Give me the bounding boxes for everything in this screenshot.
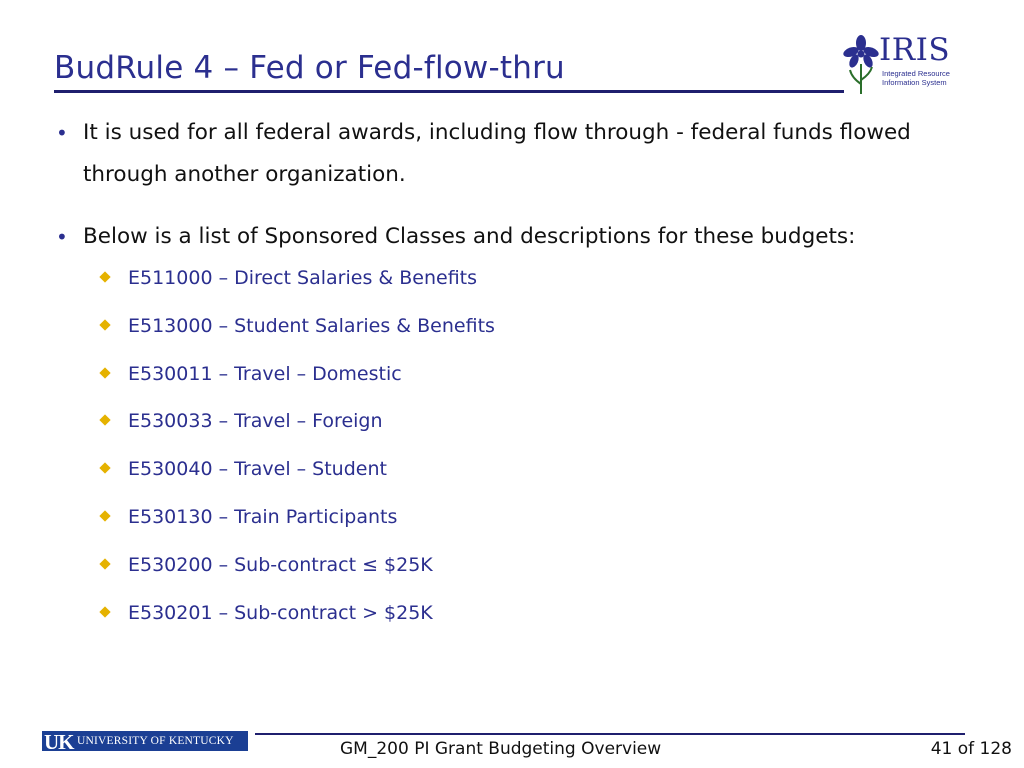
sponsored-class-list (54, 266, 954, 648)
diamond-bullet-icon (99, 415, 110, 426)
sponsored-class-text: E530011 – Travel – Domestic (128, 362, 402, 385)
iris-logo (843, 34, 955, 96)
sponsored-class-item (54, 266, 954, 314)
diamond-bullet-icon (99, 271, 110, 282)
sponsored-class-item (54, 457, 954, 505)
iris-flower-icon (843, 34, 879, 96)
page-number: 41 of 128 (930, 739, 1012, 759)
iris-wordmark: IRIS (879, 32, 951, 68)
footer-rule (255, 733, 965, 735)
iris-subtitle-line2: Information System (882, 78, 947, 87)
diamond-bullet-icon (99, 319, 110, 330)
diamond-bullet-icon (99, 463, 110, 474)
iris-subtitle (882, 69, 950, 87)
sponsored-class-text: E530200 – Sub-contract ≤ $25K (128, 553, 433, 576)
diamond-bullet-icon (99, 558, 110, 569)
sponsored-class-text: E513000 – Student Salaries & Benefits (128, 314, 495, 337)
sponsored-class-text: E511000 – Direct Salaries & Benefits (128, 267, 478, 289)
slide-title: BudRule 4 – Fed or Fed-flow-thru (54, 50, 565, 86)
sponsored-class-item (54, 362, 954, 410)
bullet-item (54, 112, 954, 196)
sponsored-class-item (54, 409, 954, 457)
university-of-kentucky-logo (42, 730, 248, 754)
bullet-dot-icon: • (56, 225, 68, 249)
sponsored-class-text: E530130 – Train Participants (128, 505, 398, 528)
bullet-item (54, 216, 954, 258)
bullet-text: Below is a list of Sponsored Classes and descriptions for these budgets: (83, 224, 856, 249)
uk-mark: UK (44, 730, 74, 754)
diamond-bullet-icon (99, 510, 110, 521)
sponsored-class-item (54, 314, 954, 362)
bullet-dot-icon: • (56, 121, 68, 145)
slide-body (54, 112, 954, 648)
diamond-bullet-icon (99, 606, 110, 617)
sponsored-class-item (54, 601, 954, 649)
uk-name: UNIVERSITY OF KENTUCKY (77, 735, 234, 747)
sponsored-class-text: E530040 – Travel – Student (128, 458, 387, 481)
sponsored-class-text: E530201 – Sub-contract > $25K (128, 601, 433, 624)
diamond-bullet-icon (99, 367, 110, 378)
title-underline (54, 90, 844, 93)
sponsored-class-item (54, 505, 954, 553)
footer-course-title: GM_200 PI Grant Budgeting Overview (340, 739, 662, 759)
sponsored-class-item (54, 553, 954, 601)
bullet-text: It is used for all federal awards, including flow through - federal funds flowed through another organization. (83, 120, 911, 187)
sponsored-class-text: E530033 – Travel – Foreign (128, 410, 383, 433)
iris-subtitle-line1: Integrated Resource (882, 69, 950, 78)
